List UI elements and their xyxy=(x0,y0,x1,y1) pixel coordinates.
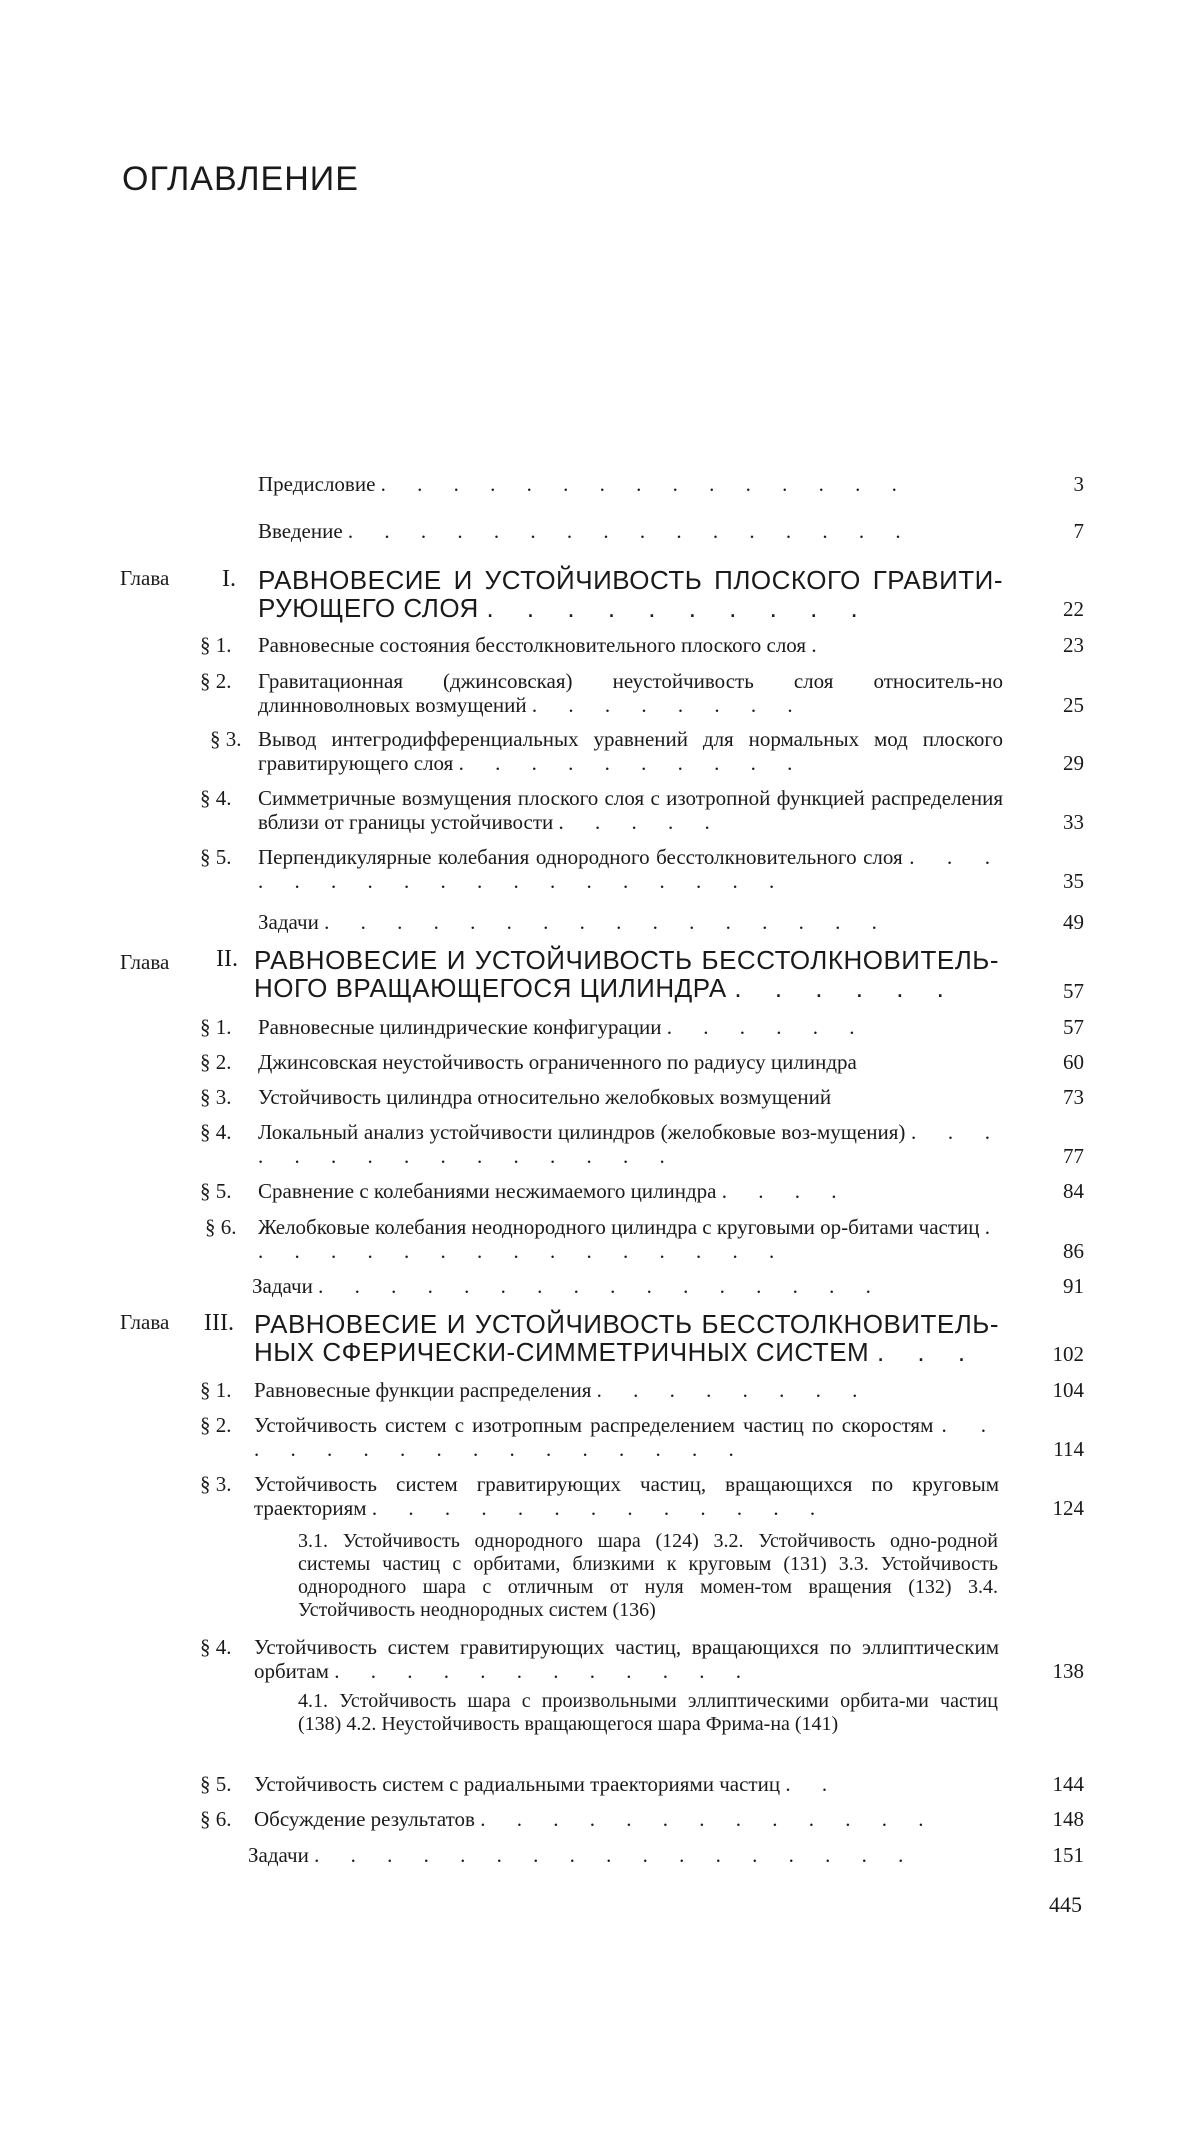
section-number: § 1. xyxy=(200,633,232,657)
leader-dots: . . . . . . . . . . . . . . . . xyxy=(324,910,890,934)
leader-dots: . . . . . . . . . . . . . . . xyxy=(380,472,910,496)
entry-title: Равновесные состояния бесстолкновительного плоского слоя xyxy=(258,633,807,657)
entry-title: Вывод интегродифференциальных уравнений для нормальных мод плоского гравитирующего слоя xyxy=(258,727,1003,775)
leader-dots: . . . . . . . . . . . . . . . . xyxy=(347,519,914,543)
chapter-label: Глава xyxy=(120,1310,170,1334)
chapter-label: Глава xyxy=(120,566,170,590)
leader-dots: . . . . . . . . . . . . . . . xyxy=(258,1120,1004,1168)
section-number: § 3. xyxy=(210,727,242,751)
section-number: § 4. xyxy=(200,786,232,810)
entry-title: Введение xyxy=(258,519,343,543)
page-number: 29 xyxy=(1063,751,1084,775)
leader-dots: . . . . . . . . xyxy=(531,693,806,717)
leader-dots: . . . . . . . . . . xyxy=(486,593,871,623)
page-number: 3 xyxy=(1073,472,1084,496)
section-number: § 2. xyxy=(200,669,232,693)
page-number: 33 xyxy=(1063,810,1084,834)
entry-title: Равновесные функции распределения xyxy=(254,1378,592,1402)
leader-dots: . . . . . . . . . . . . . . . . . xyxy=(314,1843,917,1867)
entry-title: РАВНОВЕСИЕ И УСТОЙЧИВОСТЬ БЕССТОЛКНОВИТЕЛЬ-НОГО ВРАЩАЮЩЕГОСЯ ЦИЛИНДРА xyxy=(254,945,999,1003)
entry-title: Устойчивость систем с радиальными траекториями частиц xyxy=(254,1772,781,1796)
section-number: § 1. xyxy=(200,1015,232,1039)
section-number: § 6. xyxy=(200,1807,232,1831)
section-number: § 1. xyxy=(200,1378,232,1402)
leader-dots: . . . . xyxy=(721,1179,850,1203)
leader-dots: . . . . . . . . . . . . xyxy=(334,1659,754,1683)
section-number: § 4. xyxy=(200,1635,232,1659)
page-number: 22 xyxy=(1063,597,1084,621)
leader-dots: . . . . . . xyxy=(734,973,957,1003)
page-number: 144 xyxy=(1052,1772,1084,1796)
entry-title: Обсуждение результатов xyxy=(254,1807,475,1831)
leader-dots: . . . . . . xyxy=(666,1015,868,1039)
chapter-label: Глава xyxy=(120,950,170,974)
chapter-number: I. xyxy=(222,566,236,592)
page-number: 49 xyxy=(1063,910,1084,934)
page-number: 77 xyxy=(1063,1144,1084,1168)
page-number: 102 xyxy=(1052,1342,1084,1366)
leader-dots: . . . . . . . . . . . . . . . . xyxy=(258,1215,1004,1263)
page-number: 138 xyxy=(1052,1659,1084,1683)
leader-dots: . . . . . . . . . . . . . . . . . . xyxy=(258,845,1004,893)
leader-dots: . . . . . . . . xyxy=(596,1378,871,1402)
subsection-list-3-3: 3.1. Устойчивость однородного шара (124) 3.2. Устойчивость одно-родной системы частиц с орбитами, близкими к круговым (131) 3.3. Устойчивость однородного шара с отличным от нуля момен-том вращения (132) 3.4. Устойчивость неоднородных систем (136) xyxy=(298,1530,998,1621)
page-number: 86 xyxy=(1063,1239,1084,1263)
page-number: 124 xyxy=(1052,1496,1084,1520)
page-number: 25 xyxy=(1063,693,1084,717)
folio-page-number: 445 xyxy=(1049,1892,1082,1917)
leader-dots: . . . . . . . . . . . . . . . . xyxy=(318,1274,884,1298)
section-number: § 6. xyxy=(205,1215,237,1239)
entry-title: Устойчивость систем с изотропным распределением частиц по скоростям xyxy=(254,1413,934,1437)
section-number: § 2. xyxy=(200,1413,232,1437)
leader-dots: . xyxy=(811,633,830,657)
entry-title: РАВНОВЕСИЕ И УСТОЙЧИВОСТЬ ПЛОСКОГО ГРАВИТИ-РУЮЩЕГО СЛОЯ xyxy=(258,565,1003,623)
page-title: ОГЛАВЛЕНИЕ xyxy=(122,160,359,198)
entry-title: Сравнение с колебаниями несжимаемого цилиндра xyxy=(258,1179,717,1203)
page-number: 104 xyxy=(1052,1378,1084,1402)
entry-title: Задачи xyxy=(258,910,319,934)
page-number: 23 xyxy=(1063,633,1084,657)
page-number: 57 xyxy=(1063,979,1084,1003)
entry-title: Желобковые колебания неоднородного цилиндра с круговыми ор-битами частиц xyxy=(258,1215,980,1239)
subsection-list-3-4: 4.1. Устойчивость шара с произвольными эллиптическими орбита-ми частиц (138) 4.2. Неустойчивость вращающегося шара Фрима-на (141) xyxy=(298,1690,998,1735)
leader-dots: . . . . . . . . . . . . . . . . xyxy=(254,1413,1000,1461)
page-number: 84 xyxy=(1063,1179,1084,1203)
entry-title: Устойчивость цилиндра относительно желобковых возмущений xyxy=(258,1085,832,1109)
section-number: § 5. xyxy=(200,1772,232,1796)
page-number: 151 xyxy=(1052,1843,1084,1867)
leader-dots: . . . . . xyxy=(558,810,723,834)
page-number: 57 xyxy=(1063,1015,1084,1039)
entry-title: Устойчивость систем гравитирующих частиц, вращающихся по круговым траекториям xyxy=(254,1472,999,1520)
section-number: § 3. xyxy=(200,1472,232,1496)
entry-title: Перпендикулярные колебания однородного бесстолкновительного слоя xyxy=(258,845,903,869)
page-number: 73 xyxy=(1063,1085,1084,1109)
chapter-number: II. xyxy=(216,946,238,972)
page-number: 114 xyxy=(1053,1437,1084,1461)
section-number: § 2. xyxy=(200,1050,232,1074)
leader-dots: . . . . . . . . . . xyxy=(458,751,806,775)
section-number: § 3. xyxy=(200,1085,232,1109)
entry-title: Гравитационная (джинсовская) неустойчивость слоя относитель-но длинноволновых возмущений xyxy=(258,669,1003,717)
page-number: 60 xyxy=(1063,1050,1084,1074)
section-number: § 4. xyxy=(200,1120,232,1144)
leader-dots: . . . xyxy=(876,1337,979,1367)
leader-dots: . . . . . . . . . . . . . xyxy=(480,1807,937,1831)
entry-title: Задачи xyxy=(248,1843,309,1867)
entry-title: Локальный анализ устойчивости цилиндров (желобковые воз-мущения) xyxy=(258,1120,906,1144)
page-number: 148 xyxy=(1052,1807,1084,1831)
page-number: 91 xyxy=(1063,1274,1084,1298)
entry-title: Равновесные цилиндрические конфигурации xyxy=(258,1015,662,1039)
entry-title: Задачи xyxy=(252,1274,313,1298)
section-number: § 5. xyxy=(200,1179,232,1203)
entry-title: Устойчивость систем гравитирующих частиц, вращающихся по эллиптическим орбитам xyxy=(254,1635,999,1683)
leader-dots: . . xyxy=(785,1772,841,1796)
entry-title: Симметричные возмущения плоского слоя с изотропной функцией распределения вблизи от границы устойчивости xyxy=(258,786,1003,834)
page-number: 7 xyxy=(1073,519,1084,543)
entry-title: Джинсовская неустойчивость ограниченного по радиусу цилиндра xyxy=(258,1050,857,1074)
chapter-number: III. xyxy=(204,1310,234,1336)
page-number: 35 xyxy=(1063,869,1084,893)
entry-title: РАВНОВЕСИЕ И УСТОЙЧИВОСТЬ БЕССТОЛКНОВИТЕЛЬ-НЫХ СФЕРИЧЕСКИ-СИММЕТРИЧНЫХ СИСТЕМ xyxy=(254,1309,999,1367)
entry-title: Предисловие xyxy=(258,472,376,496)
leader-dots: . . . . . . . . . . . . . xyxy=(371,1496,829,1520)
section-number: § 5. xyxy=(200,845,232,869)
